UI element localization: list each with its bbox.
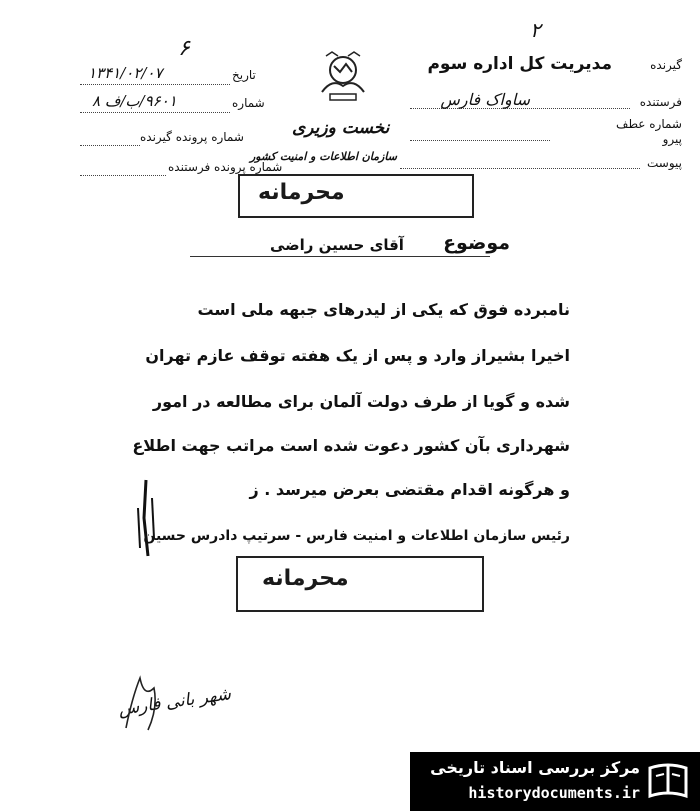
body-line: اخیرا بشیراز وارد و پس از یک هفته توقف عازم تهران <box>145 346 570 365</box>
confidential-stamp-bottom-text: محرمانه <box>262 566 349 591</box>
page-marker: ۲ <box>530 18 541 42</box>
body-line: شهرداری بآن کشور دعوت شده است مراتب جهت اطلاع <box>132 436 570 455</box>
recipient-label: گیرنده <box>650 58 682 72</box>
recipient-file-label: شماره پرونده گیرنده <box>140 130 244 144</box>
enclosure-dotline <box>400 168 640 169</box>
watermark-banner <box>410 752 700 811</box>
handwritten-note: شهر بانی فارس <box>117 684 233 720</box>
sender-value: ساواک فارس <box>440 90 530 109</box>
signature-line: رئیس سازمان اطلاعات و امنیت فارس - سرتیپ دادرس حسین <box>143 528 570 544</box>
subject-label: موضوع <box>443 232 510 254</box>
ministry-title: نخست وزیری <box>292 118 390 138</box>
subject-dotline <box>190 256 490 257</box>
date-value: ۱۳۴۱/۰۲/۰۷ <box>88 64 163 82</box>
body-line: نامبرده فوق که یکی از لیدرهای جبهه ملی است <box>197 300 570 319</box>
agency-line: سازمان اطلاعات و امنیت کشور <box>250 150 397 163</box>
handwritten-scribble <box>118 668 168 738</box>
sender-file-label: شماره پرونده فرستنده <box>168 160 283 174</box>
body-line: و هرگونه اقدام مقتضی بعرض میرسد . ز <box>249 480 570 499</box>
lion-sun-emblem-icon <box>312 48 374 104</box>
number-dotline <box>80 112 230 113</box>
body-line: شده و گویا از طرف دولت آلمان برای مطالعه در امور <box>152 392 570 411</box>
archive-logo-icon <box>646 760 690 802</box>
number-label: شماره <box>232 96 265 110</box>
attachment-label: پیرو <box>662 132 682 146</box>
recipient-file-dotline <box>80 145 140 146</box>
watermark-title: مرکز بررسی اسناد تاریخی <box>430 758 640 777</box>
watermark-url: historydocuments.ir <box>468 784 640 802</box>
date-dotline <box>80 84 230 85</box>
confidential-stamp-top-text: محرمانه <box>258 180 345 205</box>
enclosure-label: پیوست <box>647 156 682 170</box>
subject-value: آقای حسین راضی <box>270 236 404 254</box>
date-label: تاریخ <box>232 68 256 82</box>
recipient-value: مدیریت کل اداره سوم <box>427 54 612 74</box>
ref-dotline <box>410 140 550 141</box>
number-value: ۹۶۰۱/ب/ف ۸ <box>92 92 177 110</box>
corner-mark: ۶ <box>178 36 190 61</box>
sender-file-dotline <box>80 175 166 176</box>
ref-number-label: شماره عطف <box>616 117 682 131</box>
sender-label: فرستنده <box>639 95 682 109</box>
margin-pen-strokes <box>128 478 162 558</box>
